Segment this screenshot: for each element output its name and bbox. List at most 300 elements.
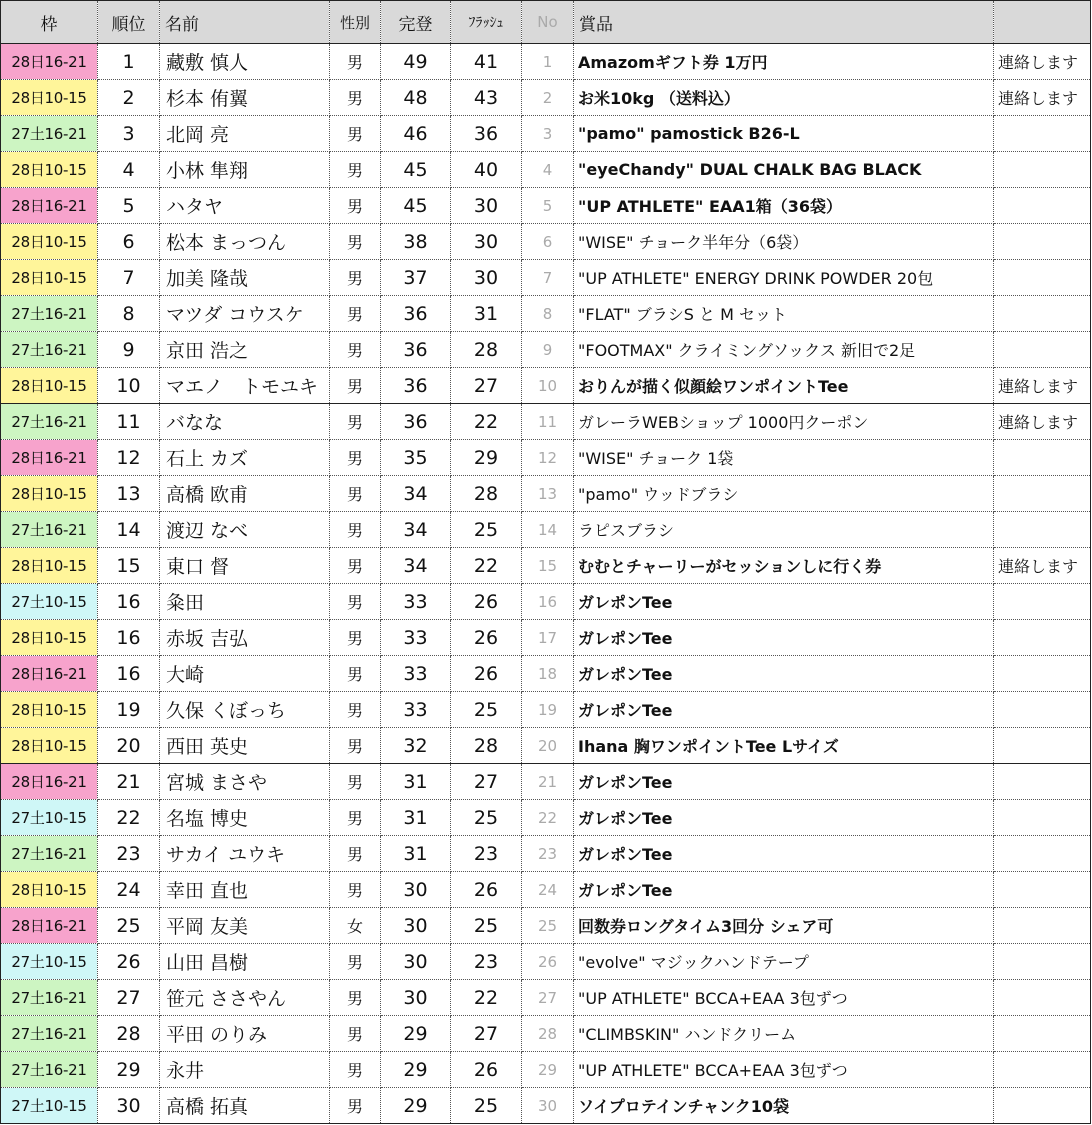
note-cell [994, 188, 1091, 224]
sex-cell: 男 [330, 80, 381, 116]
prize-cell: "UP ATHLETE" ENERGY DRINK POWDER 20包 [574, 260, 994, 296]
completed-cell: 29 [381, 1052, 451, 1088]
flash-cell: 25 [451, 1088, 522, 1124]
note-cell: 連絡します [994, 368, 1091, 404]
note-cell: 連絡します [994, 44, 1091, 80]
prize-cell: ソイプロテインチャンク10袋 [574, 1088, 994, 1124]
completed-cell: 33 [381, 620, 451, 656]
name-cell: マエノ トモユキ [160, 368, 330, 404]
sex-cell: 男 [330, 116, 381, 152]
note-cell [994, 1052, 1091, 1088]
note-cell [994, 692, 1091, 728]
sex-cell: 男 [330, 368, 381, 404]
flash-cell: 28 [451, 332, 522, 368]
rank-cell: 25 [98, 908, 160, 944]
prize-cell: むむとチャーリーがセッションしに行く券 [574, 548, 994, 584]
prize-no-cell: 28 [522, 1016, 574, 1052]
flash-cell: 28 [451, 728, 522, 764]
prize-no-cell: 10 [522, 368, 574, 404]
completed-cell: 32 [381, 728, 451, 764]
name-cell: 東口 督 [160, 548, 330, 584]
header-prize: 賞品 [574, 1, 994, 44]
header-name: 名前 [160, 1, 330, 44]
note-cell [994, 584, 1091, 620]
sex-cell: 男 [330, 800, 381, 836]
name-cell: サカイ ユウキ [160, 836, 330, 872]
rank-cell: 13 [98, 476, 160, 512]
sex-cell: 男 [330, 1088, 381, 1124]
prize-cell: ガレポンTee [574, 692, 994, 728]
name-cell: バなな [160, 404, 330, 440]
slot-cell: 28日10-15 [1, 368, 98, 404]
slot-cell: 27土16-21 [1, 836, 98, 872]
prize-no-cell: 29 [522, 1052, 574, 1088]
note-cell [994, 224, 1091, 260]
rank-cell: 3 [98, 116, 160, 152]
sex-cell: 男 [330, 728, 381, 764]
prize-no-cell: 27 [522, 980, 574, 1016]
flash-cell: 25 [451, 908, 522, 944]
table-row [1, 548, 1091, 584]
table-row [1, 1088, 1091, 1124]
note-cell [994, 1088, 1091, 1124]
completed-cell: 36 [381, 368, 451, 404]
sex-cell: 男 [330, 188, 381, 224]
flash-cell: 31 [451, 296, 522, 332]
note-cell [994, 152, 1091, 188]
prize-cell: ガレポンTee [574, 872, 994, 908]
table-row [1, 512, 1091, 548]
prize-cell: お米10kg （送料込） [574, 80, 994, 116]
rank-cell: 16 [98, 656, 160, 692]
note-cell [994, 296, 1091, 332]
rank-cell: 10 [98, 368, 160, 404]
rank-cell: 24 [98, 872, 160, 908]
slot-cell: 28日16-21 [1, 656, 98, 692]
rank-cell: 15 [98, 548, 160, 584]
sex-cell: 男 [330, 944, 381, 980]
prize-no-cell: 22 [522, 800, 574, 836]
sex-cell: 男 [330, 440, 381, 476]
table-row [1, 188, 1091, 224]
table-row [1, 872, 1091, 908]
sex-cell: 男 [330, 692, 381, 728]
prize-cell: "pamo" ウッドブラシ [574, 476, 994, 512]
rank-cell: 28 [98, 1016, 160, 1052]
prize-no-cell: 18 [522, 656, 574, 692]
rank-cell: 4 [98, 152, 160, 188]
sex-cell: 男 [330, 584, 381, 620]
flash-cell: 30 [451, 188, 522, 224]
slot-cell: 27土16-21 [1, 116, 98, 152]
rank-cell: 5 [98, 188, 160, 224]
rank-cell: 16 [98, 584, 160, 620]
slot-cell: 28日10-15 [1, 872, 98, 908]
completed-cell: 31 [381, 764, 451, 800]
header-row [1, 1, 1091, 44]
flash-cell: 27 [451, 368, 522, 404]
note-cell [994, 728, 1091, 764]
rank-cell: 20 [98, 728, 160, 764]
completed-cell: 36 [381, 296, 451, 332]
header-completed: 完登 [381, 1, 451, 44]
rank-cell: 29 [98, 1052, 160, 1088]
prize-no-cell: 26 [522, 944, 574, 980]
sex-cell: 男 [330, 1016, 381, 1052]
prize-no-cell: 15 [522, 548, 574, 584]
name-cell: 宮城 まさや [160, 764, 330, 800]
completed-cell: 30 [381, 980, 451, 1016]
prize-cell: Amazomギフト券 1万円 [574, 44, 994, 80]
completed-cell: 29 [381, 1088, 451, 1124]
prize-cell: "pamo" pamostick B26-L [574, 116, 994, 152]
header-slot: 枠 [1, 1, 98, 44]
header-note [994, 1, 1091, 44]
table-row [1, 476, 1091, 512]
sex-cell: 男 [330, 620, 381, 656]
table-row [1, 1052, 1091, 1088]
prize-no-cell: 1 [522, 44, 574, 80]
table-row [1, 728, 1091, 764]
completed-cell: 46 [381, 116, 451, 152]
slot-cell: 27土10-15 [1, 584, 98, 620]
slot-cell: 27土10-15 [1, 944, 98, 980]
table-row [1, 260, 1091, 296]
header-no: No [522, 1, 574, 44]
table-row [1, 368, 1091, 404]
name-cell: 石上 カズ [160, 440, 330, 476]
sex-cell: 男 [330, 836, 381, 872]
prize-no-cell: 9 [522, 332, 574, 368]
prize-cell: ガレポンTee [574, 764, 994, 800]
prize-cell: ラピスブラシ [574, 512, 994, 548]
flash-cell: 40 [451, 152, 522, 188]
slot-cell: 27土10-15 [1, 1088, 98, 1124]
name-cell: 高橋 欧甫 [160, 476, 330, 512]
flash-cell: 27 [451, 1016, 522, 1052]
prize-no-cell: 19 [522, 692, 574, 728]
name-cell: 平岡 友美 [160, 908, 330, 944]
note-cell [994, 836, 1091, 872]
prize-no-cell: 14 [522, 512, 574, 548]
slot-cell: 27土16-21 [1, 980, 98, 1016]
slot-cell: 27土16-21 [1, 512, 98, 548]
prize-no-cell: 5 [522, 188, 574, 224]
prize-cell: Ihana 胸ワンポイントTee Lサイズ [574, 728, 994, 764]
name-cell: 赤坂 吉弘 [160, 620, 330, 656]
note-cell [994, 656, 1091, 692]
prize-no-cell: 7 [522, 260, 574, 296]
header-sex: 性別 [330, 1, 381, 44]
prize-cell: ガレーラWEBショップ 1000円クーポン [574, 404, 994, 440]
prize-no-cell: 2 [522, 80, 574, 116]
flash-cell: 26 [451, 872, 522, 908]
name-cell: 笹元 ささやん [160, 980, 330, 1016]
slot-cell: 28日10-15 [1, 620, 98, 656]
note-cell [994, 512, 1091, 548]
rank-cell: 6 [98, 224, 160, 260]
table-row [1, 296, 1091, 332]
note-cell [994, 332, 1091, 368]
table-row [1, 908, 1091, 944]
prize-cell: "UP ATHLETE" BCCA+EAA 3包ずつ [574, 1052, 994, 1088]
completed-cell: 30 [381, 872, 451, 908]
table-row [1, 944, 1091, 980]
slot-cell: 27土16-21 [1, 1052, 98, 1088]
note-cell [994, 944, 1091, 980]
completed-cell: 34 [381, 548, 451, 584]
prize-no-cell: 4 [522, 152, 574, 188]
sex-cell: 男 [330, 332, 381, 368]
name-cell: マツダ コウスケ [160, 296, 330, 332]
flash-cell: 26 [451, 584, 522, 620]
prize-cell: "FLAT" ブラシS と M セット [574, 296, 994, 332]
prize-cell: "WISE" チョーク 1袋 [574, 440, 994, 476]
prize-no-cell: 12 [522, 440, 574, 476]
prize-no-cell: 11 [522, 404, 574, 440]
slot-cell: 27土16-21 [1, 296, 98, 332]
rank-cell: 7 [98, 260, 160, 296]
flash-cell: 25 [451, 512, 522, 548]
header-flash: ﾌﾗｯｼｭ [451, 1, 522, 44]
name-cell: 北岡 亮 [160, 116, 330, 152]
table-row [1, 692, 1091, 728]
name-cell: 名塩 博史 [160, 800, 330, 836]
note-cell [994, 440, 1091, 476]
table-row [1, 116, 1091, 152]
sex-cell: 男 [330, 296, 381, 332]
flash-cell: 28 [451, 476, 522, 512]
name-cell: 加美 隆哉 [160, 260, 330, 296]
rank-cell: 26 [98, 944, 160, 980]
name-cell: 小林 隼翔 [160, 152, 330, 188]
flash-cell: 23 [451, 944, 522, 980]
slot-cell: 28日10-15 [1, 692, 98, 728]
flash-cell: 30 [451, 260, 522, 296]
prize-no-cell: 16 [522, 584, 574, 620]
prize-no-cell: 17 [522, 620, 574, 656]
slot-cell: 28日16-21 [1, 44, 98, 80]
name-cell: 平田 のりみ [160, 1016, 330, 1052]
rank-cell: 22 [98, 800, 160, 836]
name-cell: 永井 [160, 1052, 330, 1088]
completed-cell: 38 [381, 224, 451, 260]
prize-cell: "WISE" チョーク半年分（6袋） [574, 224, 994, 260]
rank-cell: 12 [98, 440, 160, 476]
completed-cell: 30 [381, 944, 451, 980]
rank-cell: 19 [98, 692, 160, 728]
note-cell [994, 872, 1091, 908]
table-row [1, 584, 1091, 620]
prize-no-cell: 13 [522, 476, 574, 512]
slot-cell: 27土10-15 [1, 800, 98, 836]
rank-cell: 27 [98, 980, 160, 1016]
sex-cell: 男 [330, 260, 381, 296]
slot-cell: 28日10-15 [1, 476, 98, 512]
sex-cell: 男 [330, 224, 381, 260]
prize-no-cell: 8 [522, 296, 574, 332]
name-cell: 西田 英史 [160, 728, 330, 764]
slot-cell: 27土16-21 [1, 1016, 98, 1052]
prize-no-cell: 23 [522, 836, 574, 872]
completed-cell: 45 [381, 152, 451, 188]
completed-cell: 37 [381, 260, 451, 296]
slot-cell: 28日10-15 [1, 728, 98, 764]
name-cell: 粂田 [160, 584, 330, 620]
flash-cell: 26 [451, 1052, 522, 1088]
slot-cell: 28日16-21 [1, 440, 98, 476]
slot-cell: 28日10-15 [1, 548, 98, 584]
flash-cell: 25 [451, 692, 522, 728]
slot-cell: 27土16-21 [1, 332, 98, 368]
sex-cell: 男 [330, 44, 381, 80]
sex-cell: 男 [330, 1052, 381, 1088]
flash-cell: 26 [451, 656, 522, 692]
sex-cell: 男 [330, 764, 381, 800]
table-row [1, 332, 1091, 368]
note-cell [994, 908, 1091, 944]
completed-cell: 33 [381, 656, 451, 692]
flash-cell: 25 [451, 800, 522, 836]
completed-cell: 49 [381, 44, 451, 80]
slot-cell: 28日10-15 [1, 152, 98, 188]
name-cell: 松本 まっつん [160, 224, 330, 260]
name-cell: 山田 昌樹 [160, 944, 330, 980]
name-cell: ハタヤ [160, 188, 330, 224]
prize-cell: "UP ATHLETE" EAA1箱（36袋） [574, 188, 994, 224]
prize-cell: ガレポンTee [574, 836, 994, 872]
name-cell: 渡辺 なべ [160, 512, 330, 548]
completed-cell: 36 [381, 404, 451, 440]
sex-cell: 男 [330, 512, 381, 548]
flash-cell: 30 [451, 224, 522, 260]
prize-cell: おりんが描く似顔絵ワンポイントTee [574, 368, 994, 404]
completed-cell: 31 [381, 836, 451, 872]
note-cell [994, 800, 1091, 836]
slot-cell: 28日10-15 [1, 260, 98, 296]
flash-cell: 26 [451, 620, 522, 656]
prize-cell: ガレポンTee [574, 620, 994, 656]
rank-cell: 1 [98, 44, 160, 80]
name-cell: 藏敷 慎人 [160, 44, 330, 80]
sex-cell: 男 [330, 404, 381, 440]
completed-cell: 31 [381, 800, 451, 836]
table-row [1, 152, 1091, 188]
name-cell: 高橋 拓真 [160, 1088, 330, 1124]
table-row [1, 440, 1091, 476]
flash-cell: 22 [451, 548, 522, 584]
prize-cell: 回数券ロングタイム3回分 シェア可 [574, 908, 994, 944]
table-row [1, 620, 1091, 656]
sex-cell: 女 [330, 908, 381, 944]
name-cell: 大崎 [160, 656, 330, 692]
completed-cell: 34 [381, 512, 451, 548]
table-row [1, 800, 1091, 836]
sex-cell: 男 [330, 656, 381, 692]
completed-cell: 30 [381, 908, 451, 944]
note-cell: 連絡します [994, 548, 1091, 584]
slot-cell: 27土16-21 [1, 404, 98, 440]
completed-cell: 33 [381, 692, 451, 728]
prize-cell: "eyeChandy" DUAL CHALK BAG BLACK [574, 152, 994, 188]
sex-cell: 男 [330, 152, 381, 188]
prize-no-cell: 24 [522, 872, 574, 908]
prize-no-cell: 21 [522, 764, 574, 800]
prize-cell: ガレポンTee [574, 800, 994, 836]
name-cell: 久保 くぼっち [160, 692, 330, 728]
prize-cell: ガレポンTee [574, 584, 994, 620]
completed-cell: 48 [381, 80, 451, 116]
table-row [1, 1016, 1091, 1052]
flash-cell: 22 [451, 980, 522, 1016]
table-row [1, 836, 1091, 872]
flash-cell: 43 [451, 80, 522, 116]
note-cell [994, 1016, 1091, 1052]
name-cell: 杉本 侑翼 [160, 80, 330, 116]
table-row [1, 44, 1091, 80]
sex-cell: 男 [330, 872, 381, 908]
name-cell: 京田 浩之 [160, 332, 330, 368]
table-row [1, 224, 1091, 260]
flash-cell: 23 [451, 836, 522, 872]
note-cell [994, 980, 1091, 1016]
flash-cell: 36 [451, 116, 522, 152]
note-cell [994, 116, 1091, 152]
note-cell: 連絡します [994, 80, 1091, 116]
note-cell [994, 260, 1091, 296]
slot-cell: 28日16-21 [1, 908, 98, 944]
flash-cell: 41 [451, 44, 522, 80]
table-row [1, 80, 1091, 116]
note-cell: 連絡します [994, 404, 1091, 440]
flash-cell: 22 [451, 404, 522, 440]
prize-cell: "evolve" マジックハンドテープ [574, 944, 994, 980]
sex-cell: 男 [330, 548, 381, 584]
note-cell [994, 764, 1091, 800]
rank-cell: 14 [98, 512, 160, 548]
note-cell [994, 620, 1091, 656]
header-rank: 順位 [98, 1, 160, 44]
sex-cell: 男 [330, 476, 381, 512]
completed-cell: 35 [381, 440, 451, 476]
rank-cell: 11 [98, 404, 160, 440]
rank-cell: 21 [98, 764, 160, 800]
prize-cell: "UP ATHLETE" BCCA+EAA 3包ずつ [574, 980, 994, 1016]
prize-no-cell: 20 [522, 728, 574, 764]
table-row [1, 656, 1091, 692]
flash-cell: 27 [451, 764, 522, 800]
completed-cell: 29 [381, 1016, 451, 1052]
rank-cell: 8 [98, 296, 160, 332]
rank-cell: 23 [98, 836, 160, 872]
slot-cell: 28日10-15 [1, 224, 98, 260]
completed-cell: 45 [381, 188, 451, 224]
rank-cell: 9 [98, 332, 160, 368]
completed-cell: 34 [381, 476, 451, 512]
sex-cell: 男 [330, 980, 381, 1016]
slot-cell: 28日16-21 [1, 188, 98, 224]
note-cell [994, 476, 1091, 512]
flash-cell: 29 [451, 440, 522, 476]
rank-cell: 16 [98, 620, 160, 656]
completed-cell: 33 [381, 584, 451, 620]
rank-cell: 30 [98, 1088, 160, 1124]
prize-no-cell: 3 [522, 116, 574, 152]
table-row [1, 980, 1091, 1016]
table-row [1, 764, 1091, 800]
slot-cell: 28日16-21 [1, 764, 98, 800]
prize-cell: "FOOTMAX" クライミングソックス 新旧で2足 [574, 332, 994, 368]
